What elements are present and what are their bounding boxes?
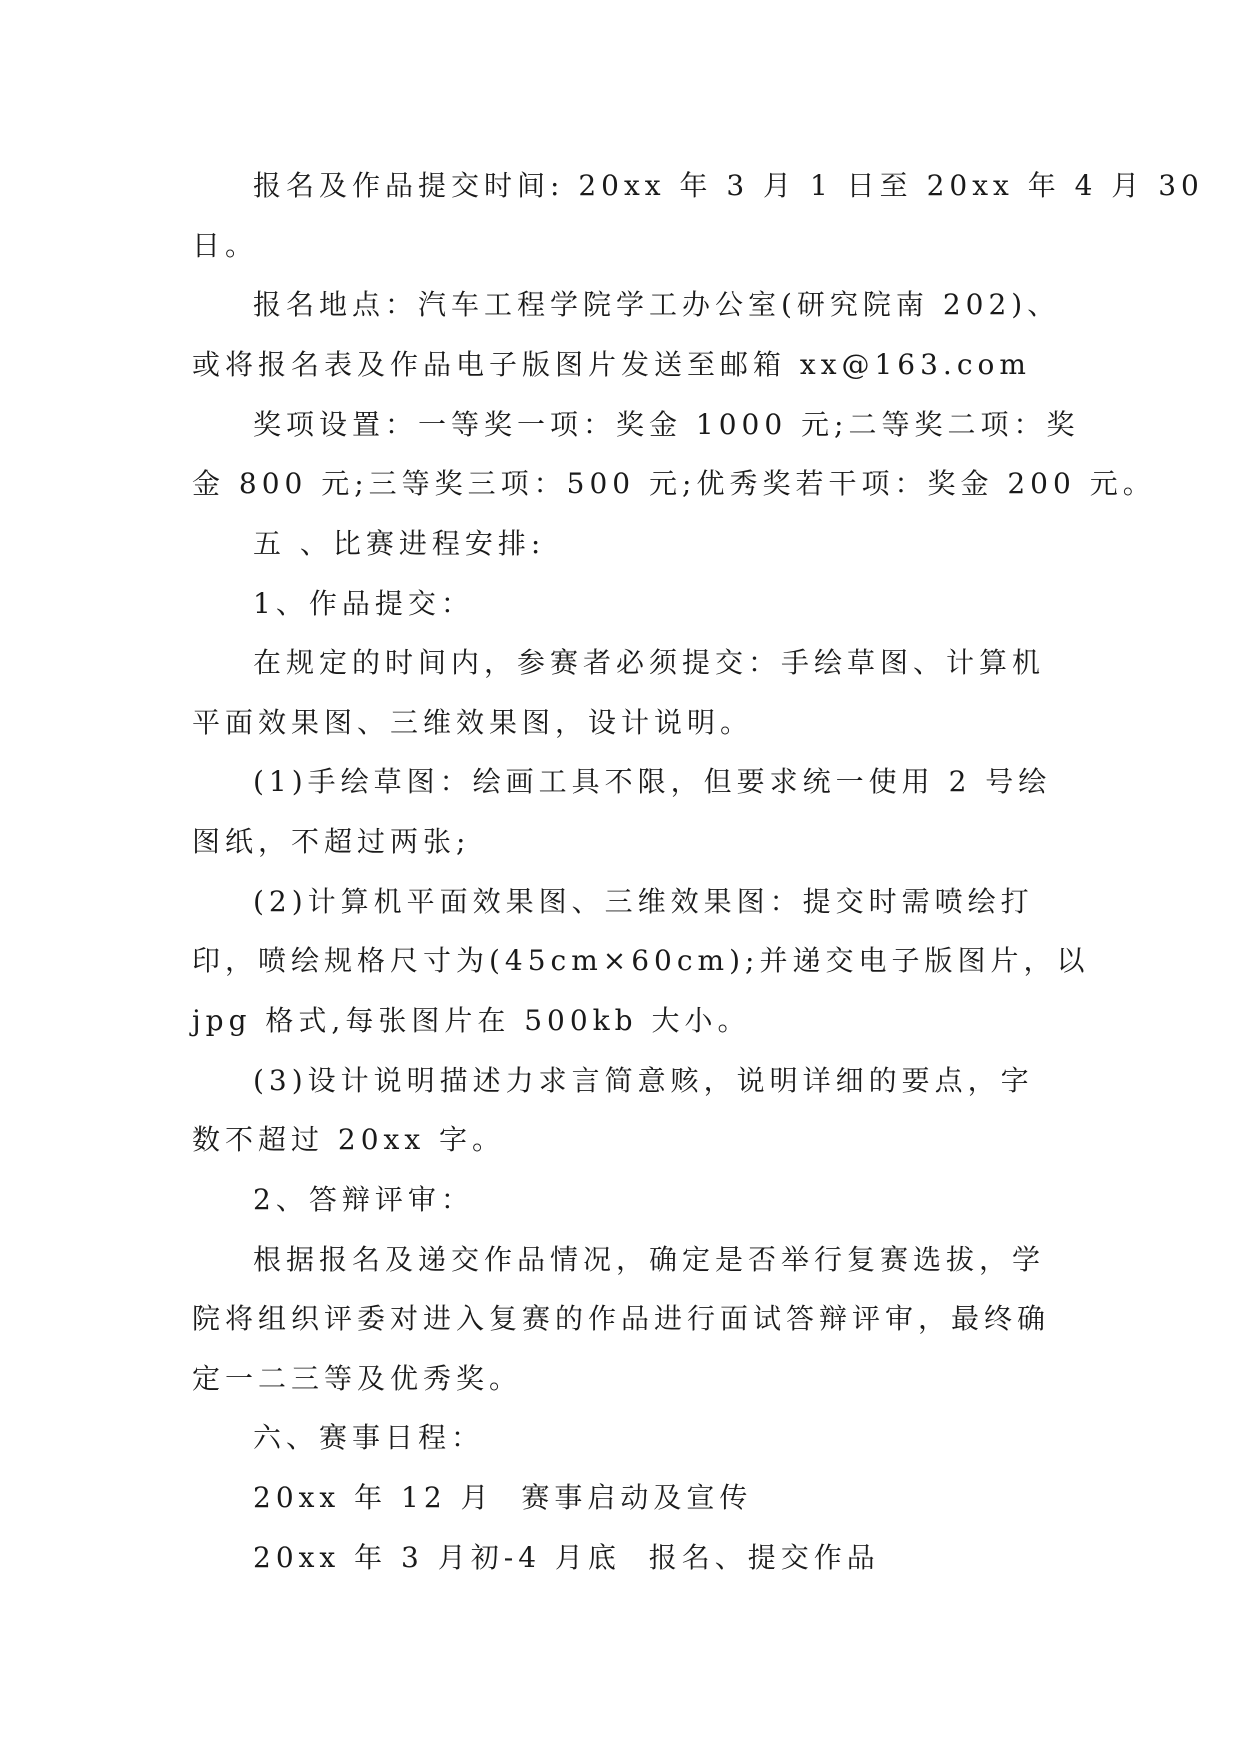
section-heading: 五 、比赛进程安排: — [253, 527, 546, 560]
text-line: 报名及作品提交时间: 20xx 年 3 月 1 日至 20xx 年 4 月 30 — [253, 169, 1204, 202]
text-line: 报名地点：汽车工程学院学工办公室(研究院南 202)、 — [253, 288, 1061, 321]
text-line: 金 800 元;三等奖三项：500 元;优秀奖若干项：奖金 200 元。 — [192, 467, 1156, 500]
text-line: 图纸，不超过两张; — [192, 825, 471, 858]
subsection-heading: 1、作品提交： — [253, 587, 474, 620]
section-heading: 六、赛事日程： — [253, 1421, 485, 1454]
text-line: (2)计算机平面效果图、三维效果图：提交时需喷绘打 — [253, 885, 1034, 918]
text-line: 奖项设置：一等奖一项：奖金 1000 元;二等奖二项：奖 — [253, 408, 1080, 441]
text-line: 在规定的时间内，参赛者必须提交：手绘草图、计算机 — [253, 646, 1046, 679]
subsection-heading: 2、答辩评审： — [253, 1183, 474, 1216]
schedule-item: 20xx 年 3 月初-4 月底 报名、提交作品 — [253, 1541, 880, 1574]
text-line: 定一二三等及优秀奖。 — [192, 1362, 523, 1395]
text-line: jpg 格式,每张图片在 500kb 大小。 — [192, 1004, 751, 1037]
schedule-item: 20xx 年 12 月 赛事启动及宣传 — [253, 1481, 753, 1514]
text-line: 院将组织评委对进入复赛的作品进行面试答辩评审，最终确 — [192, 1302, 1051, 1335]
text-line: (3)设计说明描述力求言简意赅，说明详细的要点，字 — [253, 1064, 1034, 1097]
text-line: 根据报名及递交作品情况，确定是否举行复赛选拔，学 — [253, 1243, 1046, 1276]
text-line: 印，喷绘规格尺寸为(45cm×60cm);并递交电子版图片，以 — [192, 944, 1090, 977]
text-line: 日。 — [192, 229, 259, 262]
text-line: (1)手绘草图：绘画工具不限，但要求统一使用 2 号绘 — [253, 765, 1052, 798]
text-line: 数不超过 20xx 字。 — [192, 1123, 506, 1156]
text-line: 或将报名表及作品电子版图片发送至邮箱 xx@163.com — [192, 348, 1031, 381]
text-line: 平面效果图、三维效果图，设计说明。 — [192, 706, 754, 739]
